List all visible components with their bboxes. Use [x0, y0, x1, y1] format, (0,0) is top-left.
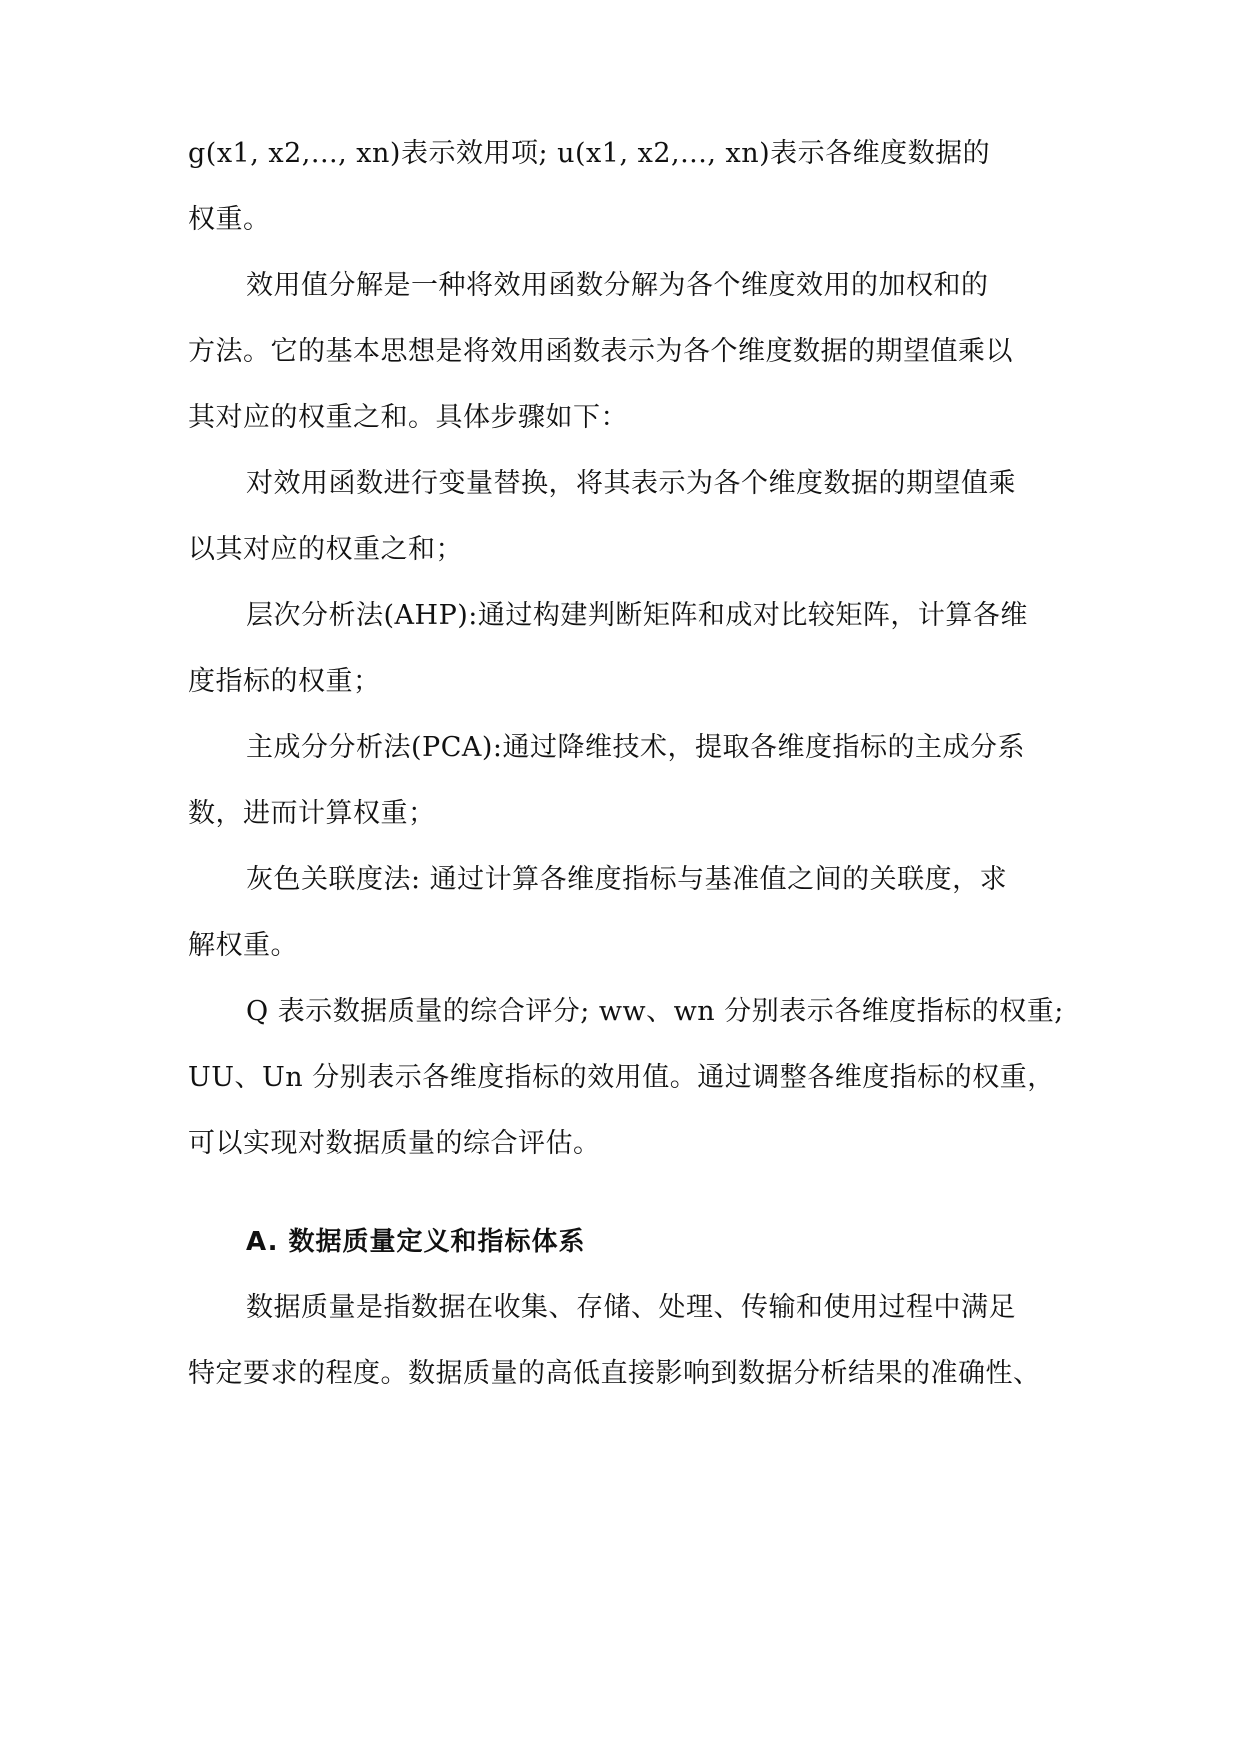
- paragraph-line: 度指标的权重；: [188, 666, 381, 697]
- paragraph-line: 层次分析法(AHP):通过构建判断矩阵和成对比较矩阵，计算各维: [246, 600, 1028, 631]
- paragraph-line: 可以实现对数据质量的综合评估。: [188, 1128, 601, 1159]
- paragraph-line: 解权重。: [188, 930, 298, 961]
- section-heading: A. 数据质量定义和指标体系: [246, 1227, 586, 1257]
- paragraph-line: g(x1, x2,..., xn)表示效用项; u(x1, x2,..., xn)表示各维度数据的: [188, 138, 991, 169]
- paragraph-line: UU、Un 分别表示各维度指标的效用值。通过调整各维度指标的权重，: [188, 1062, 1055, 1093]
- paragraph-line: 权重。: [188, 204, 271, 235]
- paragraph-line: Q 表示数据质量的综合评分; ww、wn 分别表示各维度指标的权重;: [246, 996, 1064, 1027]
- paragraph-line: 主成分分析法(PCA):通过降维技术，提取各维度指标的主成分系: [246, 732, 1025, 763]
- paragraph-line: 数据质量是指数据在收集、存储、处理、传输和使用过程中满足: [246, 1292, 1016, 1323]
- paragraph-line: 对效用函数进行变量替换，将其表示为各个维度数据的期望值乘: [246, 468, 1016, 499]
- paragraph-line: 特定要求的程度。数据质量的高低直接影响到数据分析结果的准确性、: [188, 1358, 1041, 1389]
- paragraph-line: 方法。它的基本思想是将效用函数表示为各个维度数据的期望值乘以: [188, 336, 1013, 367]
- paragraph-line: 其对应的权重之和。具体步骤如下：: [188, 402, 628, 433]
- paragraph-line: 灰色关联度法: 通过计算各维度指标与基准值之间的关联度，求: [246, 864, 1008, 895]
- paragraph-line: 数，进而计算权重；: [188, 798, 436, 829]
- paragraph-line: 以其对应的权重之和；: [188, 534, 463, 565]
- paragraph-line: 效用值分解是一种将效用函数分解为各个维度效用的加权和的: [246, 270, 989, 301]
